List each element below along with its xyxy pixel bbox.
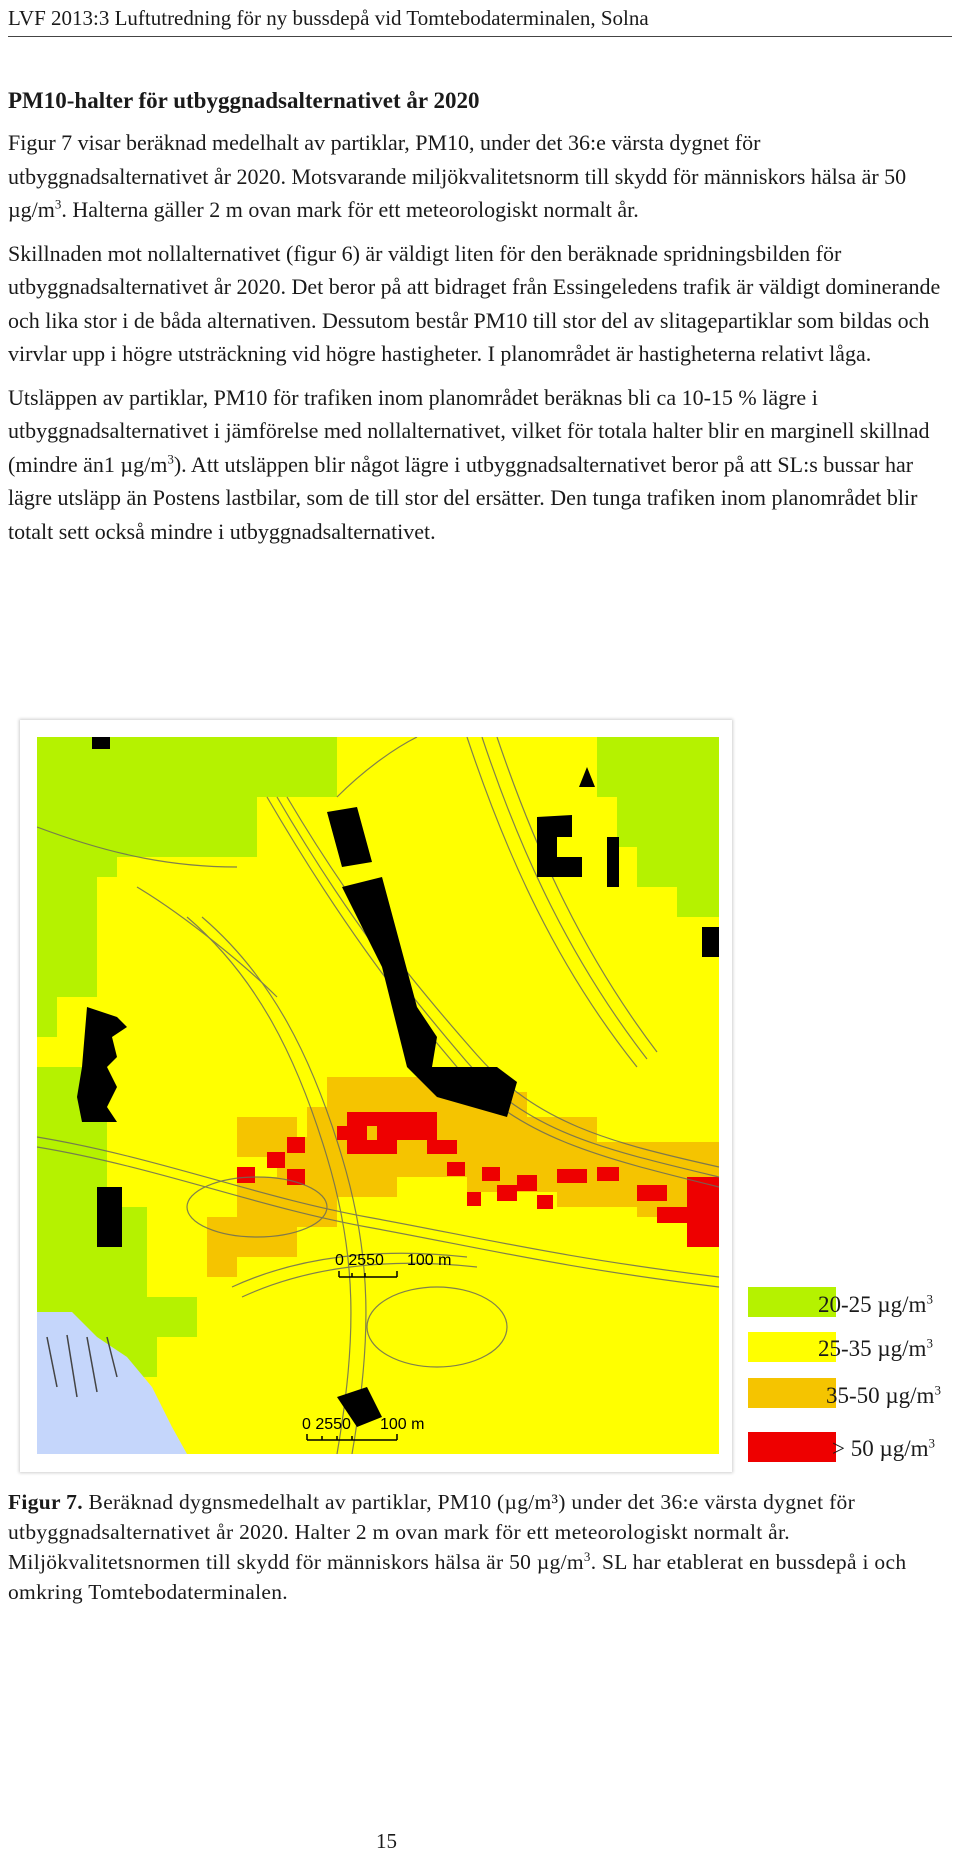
paragraph-3 xyxy=(8,381,948,549)
paragraph-1-part-b: . Halterna gäller 2 m ovan mark för ett meteorologiskt normalt år. xyxy=(61,197,639,222)
pm10-concentration-map xyxy=(37,737,719,1454)
legend-label-35-50: 35-50 $\mu g/m^3$ xyxy=(826,1382,941,1408)
caption-text-a: Beräknad dygnsmedelhalt av partiklar, PM10 (µg/m³) under det 36:e värsta dygnet för utbyggnadsalternativet år 2020. Halter 2 m ovan mark för ett meteorologiskt normalt år. Miljökvalitetsnormen till skydd för människors hälsa är 50 µg/m xyxy=(8,1490,856,1574)
legend-swatch-35-50 xyxy=(748,1378,836,1408)
scale-lower-end: 100 m xyxy=(380,1416,425,1433)
running-header: LVF 2013:3 Luftutredning för ny bussdepå vid Tomtebodaterminalen, Solna xyxy=(8,4,952,37)
legend-swatch-over-50 xyxy=(748,1432,836,1462)
paragraph-3-part-b: ). Att utsläppen blir något lägre i utbyggnadsalternativet beror på att SL:s bussar har lägre utsläpp än Postens lastbilar, som de till stor del ersätter. Den tunga trafiken inom planområdet blir totalt sett också mindre i utbyggnadsalternativet. xyxy=(8,451,918,544)
scale-upper-end: 100 m xyxy=(407,1252,452,1269)
caption-text-b: . SL har etablerat en bussdepå i och omkring Tomtebodaterminalen. xyxy=(8,1550,907,1604)
legend-label-over-50: > 50 $\mu g/m^3$ xyxy=(832,1435,936,1461)
paragraph-1-superscript: 3 xyxy=(54,196,62,212)
figure-caption xyxy=(8,1487,952,1607)
paragraph-1-part-a: Figur 7 visar beräknad medelhalt av partiklar, PM10, under det 36:e värsta dygnet för utbyggnadsalternativet år 2020. Motsvarande miljökvalitetsnorm till skydd för människors hälsa är 50 µg/m xyxy=(8,130,907,222)
legend-label-25-35: 25-35 $\mu g/m^3$ xyxy=(818,1335,933,1361)
paragraph-3-part-a: Utsläppen av partiklar, PM10 för trafiken inom planområdet beräknas bli ca 10-15 % lägre i utbyggnadsalternativet i jämförelse med nollalternativet, vilket för totala halter blir en marginell skillnad (mindre än1 µg/m xyxy=(8,384,930,477)
legend-label-20-25: 20-25 $\mu g/m^3$ xyxy=(818,1291,933,1317)
page-number: 15 xyxy=(376,1829,397,1853)
section-heading: PM10-halter för utbyggnadsalternativet år 2020 xyxy=(8,88,480,113)
paragraph-1 xyxy=(8,126,948,227)
paragraph-2: Skillnaden mot nollalternativet (figur 6) är väldigt liten för den beräknade spridningsbilden för utbyggnadsalternativet år 2020. Det beror på att bidraget från Essingeledens trafik är väldigt dominerande och lika stor i de båda alternativen. Dessutom består PM10 till stor del av slitagepartiklar som bildas och virvlar upp i högre utsträckning vid högre hastigheter. I planområdet är hastigheterna relativt låga. xyxy=(8,240,941,366)
caption-label: Figur 7. xyxy=(8,1490,83,1514)
body-text xyxy=(8,126,948,558)
caption-superscript: 3 xyxy=(583,1548,591,1564)
paragraph-3-superscript: 3 xyxy=(167,451,174,467)
map-figure-frame xyxy=(20,720,732,1472)
scale-upper-ticks: 0 2550 xyxy=(335,1252,384,1269)
scale-lower-ticks: 0 2550 xyxy=(302,1416,351,1433)
